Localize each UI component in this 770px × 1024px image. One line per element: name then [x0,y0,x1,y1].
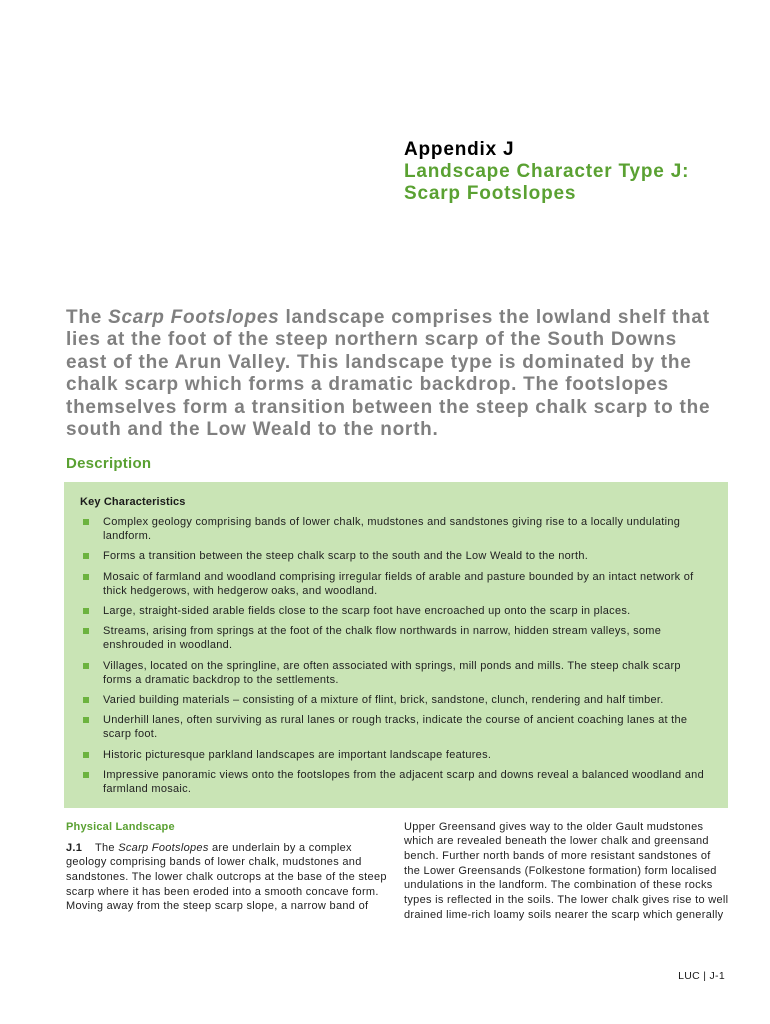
paragraph-continuation: Upper Greensand gives way to the older Gault mudstones which are revealed beneath the lower chalk and greensand bench. Further north bands of more resistant sandstones of the Lower Greensands (Folkestone formation) form localised undulations in the landform. The combination of these rocks types is reflected in the soils. The lower chalk gives rise to well drained lime-rich loamy soils nearer the scarp which generally [404,820,729,921]
intro-rest: landscape comprises the lowland shelf that lies at the foot of the steep northern scarp of the South Downs east of the Arun Valley. This landscape type is dominated by the chalk scarp which forms a dramatic backdrop. The footslopes themselves form a transition between the steep chalk scarp to the south and the Low Weald to the north. [66,307,711,441]
paragraph-number: J.1 [66,841,83,854]
key-characteristic-item [80,768,708,796]
document-header [404,139,689,205]
intro-lead: The [66,307,109,328]
landscape-type-label: Landscape Character Type J: [404,161,690,182]
key-characteristic-item [80,570,708,598]
key-characteristic-text: Impressive panoramic views onto the footslopes from the adjacent scarp and downs reveal a balanced woodland and farmland mosaic. [103,768,704,795]
description-heading: Description [66,455,152,473]
key-characteristic-item [80,713,708,741]
right-column [404,820,730,923]
intro-paragraph [66,307,719,441]
key-characteristic-text: Villages, located on the springline, are often associated with springs, mill ponds and mills. The steep chalk scarp forms a dramatic backdrop to the settlements. [103,659,681,686]
intro-emphasis: Scarp Footslopes [108,307,280,328]
paragraph-lead: The [95,841,119,854]
paragraph-rest: are underlain by a complex geology comprising bands of lower chalk, mudstones and sandstones. The lower chalk outcrops at the base of the steep scarp where it has been eroded into a smooth concave form. Moving away from the steep scarp slope, a narrow band of [66,841,387,913]
square-bullet-icon [83,663,89,669]
square-bullet-icon [83,752,89,758]
main-content [64,307,730,923]
key-characteristic-text: Underhill lanes, often surviving as rural lanes or rough tracks, indicate the course of ancient coaching lanes at the scarp foot. [103,714,688,741]
square-bullet-icon [83,628,89,634]
key-characteristic-text: Complex geology comprising bands of lower chalk, mudstones and sandstones giving rise to a locally undulating landform. [103,516,681,543]
page-footer: LUC | J-1 [678,970,725,982]
square-bullet-icon [83,553,89,559]
square-bullet-icon [83,519,89,525]
key-characteristic-item [80,604,708,618]
square-bullet-icon [83,717,89,723]
key-characteristic-item [80,549,708,563]
key-characteristic-text: Large, straight-sided arable fields close to the scarp foot have encroached up onto the scarp in places. [103,605,631,618]
key-characteristic-text: Historic picturesque parkland landscapes are important landscape features. [103,748,492,761]
square-bullet-icon [83,772,89,778]
paragraph-emphasis: Scarp Footslopes [118,841,209,854]
key-characteristics-list [80,515,712,796]
landscape-type-name: Scarp Footslopes [404,183,577,204]
physical-landscape-heading: Physical Landscape [66,820,175,833]
square-bullet-icon [83,574,89,580]
key-characteristic-text: Mosaic of farmland and woodland comprising irregular fields of arable and pasture bounded by an intact network of thick hedgerows, with hedgerow oaks, and woodland. [103,570,694,597]
appendix-label: Appendix J [404,139,515,160]
key-characteristic-text: Varied building materials – consisting of a mixture of flint, brick, sandstone, clunch, rendering and half timber. [103,694,664,706]
left-column [66,820,394,923]
key-characteristics-title: Key Characteristics [80,496,186,509]
key-characteristic-text: Streams, arising from springs at the foot of the chalk flow northwards in narrow, hidden stream valleys, some enshrouded in woodland. [103,625,662,652]
square-bullet-icon [83,697,89,703]
key-characteristics-box [64,482,728,808]
key-characteristic-item [80,624,708,652]
key-characteristic-item [80,659,708,687]
two-column-body [64,820,730,923]
key-characteristic-item [80,515,708,543]
square-bullet-icon [83,608,89,614]
key-characteristic-text: Forms a transition between the steep chalk scarp to the south and the Low Weald to the north. [103,550,589,563]
paragraph-j1 [66,841,394,915]
key-characteristic-item [80,748,708,762]
key-characteristic-item [80,693,708,707]
